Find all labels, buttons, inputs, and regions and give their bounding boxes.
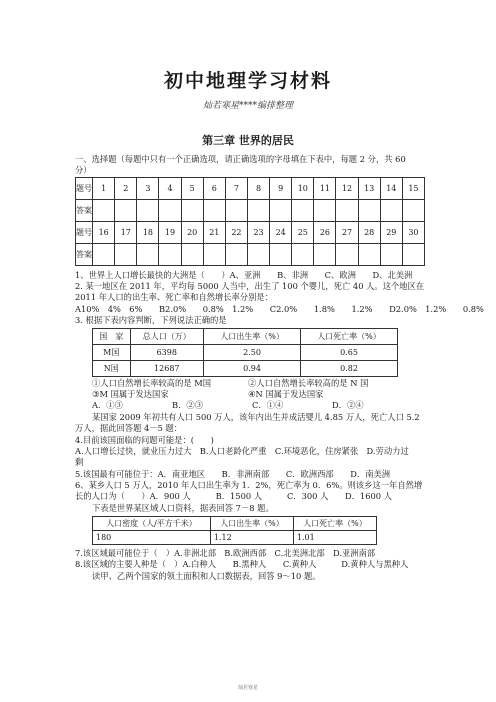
grid-cell: 29 (380, 222, 402, 244)
region-table (92, 516, 377, 545)
answer-cell[interactable] (402, 244, 424, 266)
answer-cell[interactable] (358, 244, 380, 266)
question-2-cont: 2011 年人口的出生率、死亡率和自然增长率分别是： (75, 292, 273, 302)
table-header-cell: 国 家 (93, 329, 131, 345)
answer-cell[interactable] (115, 244, 137, 266)
answer-cell[interactable] (159, 244, 181, 266)
answer-cell[interactable] (225, 244, 247, 266)
table-cell: 2.50 (204, 345, 301, 361)
grid-cell: 27 (336, 222, 358, 244)
grid-cell: 19 (159, 222, 181, 244)
grid-row-answers-1 (76, 200, 425, 222)
grid-cell: 16 (93, 222, 115, 244)
answer-cell[interactable] (181, 200, 203, 222)
grid-cell: 4 (159, 178, 181, 200)
grid-cell: 18 (137, 222, 159, 244)
table-cell: 0.82 (301, 361, 398, 377)
table-cell: 0.94 (204, 361, 301, 377)
grid-cell: 24 (270, 222, 292, 244)
table-header-row (93, 517, 377, 531)
q3-option-1: ①人口自然增长率较高的是 M国 (92, 378, 211, 388)
q3-option-3: ③M 国属于发达国家 (92, 389, 169, 399)
answer-cell[interactable] (115, 200, 137, 222)
table-header-row (93, 329, 398, 345)
answer-cell[interactable] (270, 200, 292, 222)
answer-cell[interactable] (225, 200, 247, 222)
table-cell: 180 (93, 531, 211, 545)
grid-cell: 9 (270, 178, 292, 200)
table-header-cell: 人口出生率（%） (210, 517, 293, 531)
grid-cell: 25 (292, 222, 314, 244)
grid-cell: 3 (137, 178, 159, 200)
table-header-cell: 总人口（万） (130, 329, 204, 345)
answer-cell[interactable] (270, 244, 292, 266)
section-instruction: 一、选择题（每题中只有一个正确选项，请正确选项的字母填在下表中，每题 2 分，共 60 (75, 154, 406, 164)
answer-cell[interactable] (247, 244, 269, 266)
grid-cell: 8 (247, 178, 269, 200)
q9-intro: 读甲、乙两个国家的领土面积和人口数据表，回答 9～10 题。 (92, 571, 321, 581)
table-cell: M国 (93, 345, 131, 361)
grid-cell: 21 (203, 222, 225, 244)
q3-answer-c: C．①④ (252, 400, 284, 410)
table-header-cell: 人口出生率（%） (204, 329, 301, 345)
question-2: 2. 某一地区在 2011 年，平均每 5000 人当中，出生了 100 个婴儿，死亡 40 人。这个地区在 (75, 281, 425, 291)
question-6: 6、某乡人口 5 万人，2010 年人口出生率为 1．2%，死亡率为 0．6%。则该乡这一年自然增 (75, 480, 423, 490)
question-4: 4.目前该国面临的问题可能是：( ) (75, 435, 214, 445)
answer-cell[interactable] (380, 200, 402, 222)
grid-cell: 30 (402, 222, 424, 244)
grid-cell: 26 (314, 222, 336, 244)
q7-intro: 下表是世界某区域人口资料，据表回答 7－8 题。 (92, 503, 274, 513)
answer-cell[interactable] (203, 200, 225, 222)
page-footer: 灿若寒星 (237, 685, 258, 691)
answer-cell[interactable] (203, 244, 225, 266)
grid-answer-label: 答案 (76, 200, 93, 222)
answer-cell[interactable] (336, 200, 358, 222)
document-subtitle: 灿若寒星****编排整理 (202, 101, 293, 111)
grid-header-label: 题号 (76, 178, 93, 200)
chapter-heading: 第三章 世界的居民 (202, 134, 294, 147)
population-table (92, 328, 398, 377)
grid-cell: 17 (115, 222, 137, 244)
grid-answer-label: 答案 (76, 244, 93, 266)
answer-cell[interactable] (336, 244, 358, 266)
question-8: 8.该区域的主要人种是（ ）A.白种人 B.黑种人 C.黄种人 D.黄种人与黑种人 (75, 559, 409, 569)
q3-answer-b: B．②③ (172, 400, 203, 410)
grid-cell: 28 (358, 222, 380, 244)
answer-cell[interactable] (159, 200, 181, 222)
table-row (93, 361, 398, 377)
question-3: 3. 根据下表内容判断，下列说法正确的是 (75, 315, 227, 325)
answer-cell[interactable] (314, 200, 336, 222)
table-cell: N国 (93, 361, 131, 377)
answer-cell[interactable] (314, 244, 336, 266)
table-row (93, 531, 377, 545)
grid-cell: 13 (358, 178, 380, 200)
table-cell: 6398 (130, 345, 204, 361)
grid-row-question-numbers-1 (76, 178, 425, 200)
document-title: 初中地理学习材料 (163, 70, 332, 92)
answer-cell[interactable] (292, 244, 314, 266)
grid-cell: 11 (314, 178, 336, 200)
question-5: 5.该国最有可能位于：A．南亚地区 B．非洲南部 C．欧洲西部 D．南美洲 (75, 469, 391, 479)
grid-cell: 7 (225, 178, 247, 200)
answer-cell[interactable] (137, 244, 159, 266)
table-header-cell: 人口密度（人/平方千米） (93, 517, 211, 531)
table-cell: 1.12 (210, 531, 293, 545)
grid-cell: 2 (115, 178, 137, 200)
answer-cell[interactable] (358, 200, 380, 222)
q3-option-4: ④N 国属于发达国家 (248, 389, 324, 399)
grid-cell: 5 (181, 178, 203, 200)
question-2-options: A10% 4% 6% B2.0% 0.8% 1.2% C2.0% 1.8% 1.2% D2.0% 1.2% 0.8% (75, 304, 484, 314)
table-cell: 0.65 (301, 345, 398, 361)
grid-row-answers-2 (76, 244, 425, 266)
q4-intro: 某国家 2009 年初共有人口 500 万人，该年内出生并成活婴儿 4.85 万人，死亡人口 5.2 (92, 412, 420, 422)
grid-cell: 22 (225, 222, 247, 244)
question-1: 1、世界上人口增长最快的大洲是（ ）A、亚洲 B、非洲 C、欧洲 D、北美洲 (75, 270, 413, 280)
answer-cell[interactable] (247, 200, 269, 222)
answer-cell[interactable] (137, 200, 159, 222)
grid-header-label: 题号 (76, 222, 93, 244)
table-header-cell: 人口死亡率（%） (301, 329, 398, 345)
grid-cell: 1 (93, 178, 115, 200)
table-cell: 12687 (130, 361, 204, 377)
grid-row-question-numbers-2 (76, 222, 425, 244)
answer-cell[interactable] (93, 244, 115, 266)
grid-cell: 14 (380, 178, 402, 200)
grid-cell: 15 (402, 178, 424, 200)
grid-cell: 23 (247, 222, 269, 244)
table-row (93, 345, 398, 361)
answer-cell[interactable] (402, 200, 424, 222)
question-4-options-cont: 剩 (75, 457, 84, 467)
grid-cell: 6 (203, 178, 225, 200)
answer-cell[interactable] (292, 200, 314, 222)
question-7: 7.该区域最可能位于（ ）A.非洲北部 B.欧洲西部 C.北美洲北部 D.亚洲南部 (75, 548, 376, 558)
section-instruction-cont: 分） (75, 165, 92, 175)
q4-intro-cont: 万人，据此回答题 4－5 题： (75, 423, 183, 433)
answer-cell[interactable] (181, 244, 203, 266)
question-6-cont: 长的人口为（ ）A．900 人 B．1500 人 C．300 人 D．1600 人 (75, 491, 392, 501)
answer-grid (75, 177, 425, 266)
grid-cell: 20 (181, 222, 203, 244)
question-4-options: A.人口增长过快，就业压力过大 B.人口老龄化严重 C.环境恶化，住房紧张 D.劳动力过 (75, 446, 409, 456)
table-header-cell: 人口死亡率（%） (293, 517, 376, 531)
q3-option-2: ②人口自然增长率较高的是 N 国 (248, 378, 369, 388)
answer-cell[interactable] (380, 244, 402, 266)
grid-cell: 10 (292, 178, 314, 200)
q3-answer-d: D．②④ (332, 400, 364, 410)
answer-cell[interactable] (93, 200, 115, 222)
q3-answer-a: A．①③ (92, 400, 123, 410)
grid-cell: 12 (336, 178, 358, 200)
table-cell: 1.01 (293, 531, 376, 545)
